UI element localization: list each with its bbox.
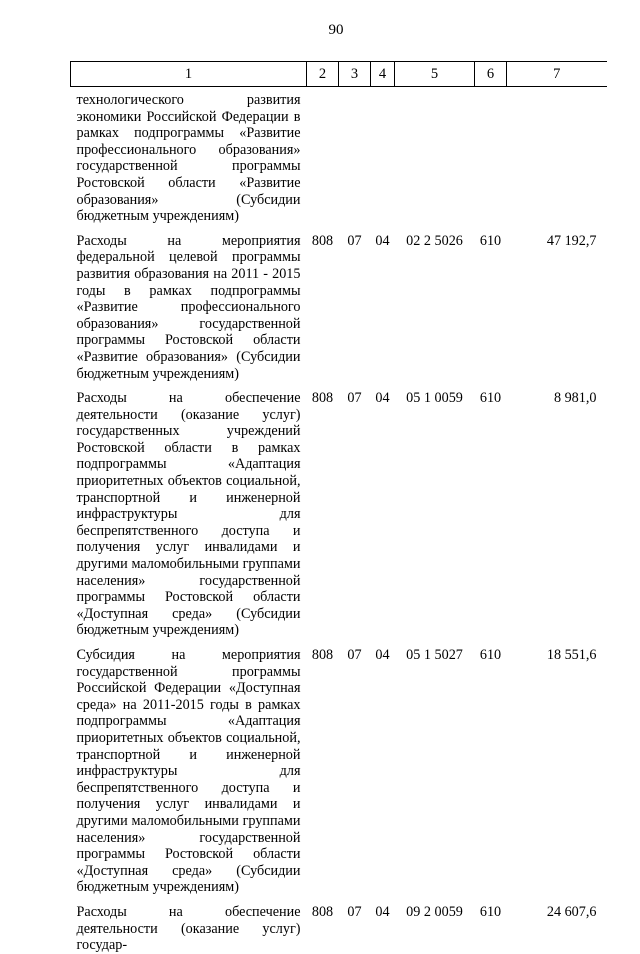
row-target-article: 05 1 0059 (406, 390, 463, 407)
row-description: Расходы на мероприятия федеральной целевой программы развития образования на 2011 - 2015 годы в рамках подпрограммы «Развитие профессионального образования» государственной программы Ростовской области «Развитие образования» (Субсидии бюджетным учреждениям) (76, 232, 301, 382)
col-header-6: 6 (475, 62, 507, 87)
row-description: технологического развития экономики Российской Федерации в рамках подпрограммы «Развитие профессионального образования» государственной программы Ростовской области «Развитие образования» (Субсидии бюджетным учреждениям) (76, 92, 301, 225)
row-expense-type: 610 (479, 390, 502, 407)
row-subsection-code: 04 (375, 390, 390, 407)
row-subsection-code: 04 (375, 232, 390, 249)
row-section-code: 07 (347, 647, 362, 663)
row-target-article: 09 2 0059 (406, 903, 463, 920)
page-number: 90 (328, 22, 344, 38)
col-header-7: 7 (507, 62, 607, 87)
col-header-4: 4 (371, 62, 395, 87)
row-section-code: 07 (347, 390, 362, 407)
row-target-article (395, 87, 475, 225)
row-target-article: 02 2 5026 (406, 232, 463, 249)
row-description: Расходы на обеспечение деятельности (оказание услуг) государ- (76, 903, 301, 954)
row-amount: 24 607,6 (546, 903, 597, 920)
row-subsection-code (371, 87, 395, 225)
row-subsection-code: 04 (375, 903, 390, 920)
row-ministry-code: 808 (311, 903, 334, 920)
row-amount (507, 87, 607, 225)
row-amount: 18 551,6 (546, 647, 597, 663)
row-expense-type: 610 (479, 903, 502, 920)
row-target-article: 05 1 5027 (406, 647, 463, 663)
table-row (71, 87, 607, 225)
table-row (71, 382, 607, 639)
row-amount: 8 981,0 (553, 390, 597, 407)
row-expense-type: 610 (479, 232, 502, 249)
row-description: Субсидия на мероприятия государственной программы Российской Федерации «Доступная среда» на 2011-2015 годы в рамках подпрограммы «Адаптация приоритетных объектов социальной, транспортной и инженерной инфраструктуры для беспрепятственного доступа и получения услуг инвалидами и другими маломобильными группами населения» государственной программы Ростовской области «Доступная среда» (Субсидии бюджетным учреждениям) (76, 647, 301, 896)
row-ministry-code (307, 87, 339, 225)
col-header-5: 5 (395, 62, 475, 87)
col-header-3: 3 (339, 62, 371, 87)
row-section-code: 07 (347, 232, 362, 249)
row-amount: 47 192,7 (546, 232, 597, 249)
row-ministry-code: 808 (311, 232, 334, 249)
row-expense-type: 610 (479, 647, 502, 663)
row-ministry-code: 808 (311, 647, 334, 663)
budget-table (70, 61, 607, 954)
row-section-code (339, 87, 371, 225)
row-ministry-code: 808 (311, 390, 334, 407)
col-header-2: 2 (307, 62, 339, 87)
row-expense-type (475, 87, 507, 225)
table-row (71, 639, 607, 896)
col-header-1: 1 (71, 62, 307, 87)
row-subsection-code: 04 (375, 647, 390, 663)
header-row (71, 62, 607, 87)
row-section-code: 07 (347, 903, 362, 920)
row-description: Расходы на обеспечение деятельности (оказание услуг) государственных учреждений Ростовской области в рамках подпрограммы «Адаптация приоритетных объектов социальной, транспортной и инженерной инфраструктуры для беспрепятственного доступа и получения услуг инвалидами и другими маломобильными группами населения» государственной программы Ростовской области «Доступная среда» (Субсидии бюджетным учреждениям) (76, 390, 301, 639)
table-row (71, 225, 607, 382)
